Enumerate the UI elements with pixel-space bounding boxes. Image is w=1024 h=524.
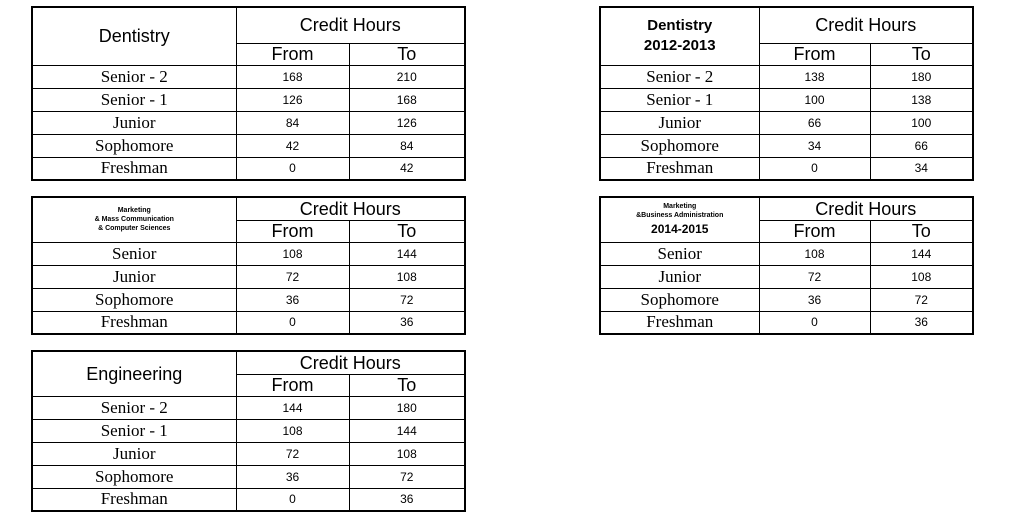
table-row [32, 396, 465, 419]
table-title [32, 197, 236, 242]
table-row [32, 111, 465, 134]
table-row [600, 88, 973, 111]
level-cell: Senior - 2 [32, 65, 236, 88]
title-line: 2012-2013 [643, 37, 716, 55]
from-cell: 100 [759, 88, 870, 111]
level-cell: Senior [32, 242, 236, 265]
from-header: From [236, 43, 349, 65]
table-row [32, 242, 465, 265]
from-cell: 36 [759, 288, 870, 311]
title-line: Marketing [663, 203, 697, 211]
to-cell: 72 [870, 288, 973, 311]
to-cell: 72 [349, 465, 465, 488]
marketing-business-administration-table [599, 196, 974, 335]
title-line: Marketing [117, 207, 151, 215]
level-cell: Senior - 1 [32, 419, 236, 442]
to-cell: 100 [870, 111, 973, 134]
table-row [600, 65, 973, 88]
dentistry-2012-2013-table [599, 6, 974, 181]
from-cell: 138 [759, 65, 870, 88]
level-cell: Freshman [600, 157, 759, 180]
level-cell: Freshman [32, 488, 236, 511]
title-line: &Business Administration [636, 212, 724, 220]
marketing-mass-communication-table [31, 196, 466, 335]
from-cell: 0 [236, 488, 349, 511]
to-header: To [870, 220, 973, 242]
table-row [600, 265, 973, 288]
title-line: & Mass Communication [94, 216, 174, 224]
from-cell: 108 [236, 242, 349, 265]
from-cell: 66 [759, 111, 870, 134]
credit-hours-header: Credit Hours [759, 197, 973, 220]
dentistry-table [31, 6, 466, 181]
level-cell: Junior [600, 111, 759, 134]
from-cell: 0 [759, 311, 870, 334]
table-row [600, 157, 973, 180]
from-header: From [759, 220, 870, 242]
to-cell: 72 [349, 288, 465, 311]
table-row [32, 65, 465, 88]
table-row [32, 265, 465, 288]
level-cell: Freshman [32, 311, 236, 334]
engineering-table [31, 350, 466, 512]
to-cell: 42 [349, 157, 465, 180]
table-row [32, 488, 465, 511]
from-cell: 168 [236, 65, 349, 88]
to-cell: 138 [870, 88, 973, 111]
to-header: To [349, 43, 465, 65]
level-cell: Junior [32, 442, 236, 465]
level-cell: Sophomore [32, 288, 236, 311]
to-cell: 36 [349, 311, 465, 334]
table-title [32, 351, 236, 396]
from-cell: 0 [236, 311, 349, 334]
to-cell: 108 [870, 265, 973, 288]
level-cell: Sophomore [32, 134, 236, 157]
credit-hours-header: Credit Hours [236, 197, 465, 220]
table-row [32, 88, 465, 111]
table-row [32, 134, 465, 157]
to-cell: 126 [349, 111, 465, 134]
title-line: 2014-2015 [651, 222, 709, 237]
to-cell: 36 [349, 488, 465, 511]
from-cell: 126 [236, 88, 349, 111]
to-cell: 108 [349, 265, 465, 288]
table-title [32, 7, 236, 65]
from-cell: 36 [236, 288, 349, 311]
table-row [600, 242, 973, 265]
to-cell: 144 [349, 419, 465, 442]
from-header: From [236, 220, 349, 242]
to-header: To [349, 220, 465, 242]
level-cell: Freshman [32, 157, 236, 180]
table-row [600, 111, 973, 134]
to-header: To [349, 374, 465, 396]
level-cell: Sophomore [32, 465, 236, 488]
to-cell: 36 [870, 311, 973, 334]
level-cell: Senior - 1 [600, 88, 759, 111]
title-line: Engineering [86, 363, 183, 384]
from-header: From [236, 374, 349, 396]
from-cell: 72 [236, 265, 349, 288]
table-row [32, 157, 465, 180]
from-cell: 144 [236, 396, 349, 419]
title-line: Dentistry [647, 17, 713, 35]
to-cell: 108 [349, 442, 465, 465]
table-row [32, 311, 465, 334]
from-cell: 36 [236, 465, 349, 488]
table-row [600, 311, 973, 334]
to-cell: 180 [870, 65, 973, 88]
from-cell: 0 [759, 157, 870, 180]
level-cell: Senior - 2 [600, 65, 759, 88]
to-cell: 168 [349, 88, 465, 111]
title-line: Dentistry [98, 26, 170, 47]
table-row [32, 419, 465, 442]
table-title [600, 197, 759, 242]
table-title [600, 7, 759, 65]
from-cell: 108 [759, 242, 870, 265]
credit-hours-header: Credit Hours [236, 351, 465, 374]
to-cell: 144 [349, 242, 465, 265]
from-cell: 34 [759, 134, 870, 157]
level-cell: Sophomore [600, 288, 759, 311]
from-cell: 72 [759, 265, 870, 288]
table-row [32, 288, 465, 311]
table-row [600, 288, 973, 311]
to-cell: 66 [870, 134, 973, 157]
from-cell: 84 [236, 111, 349, 134]
level-cell: Senior [600, 242, 759, 265]
table-row [600, 134, 973, 157]
to-cell: 84 [349, 134, 465, 157]
from-cell: 72 [236, 442, 349, 465]
credit-hours-header: Credit Hours [236, 7, 465, 43]
from-cell: 0 [236, 157, 349, 180]
to-cell: 34 [870, 157, 973, 180]
to-cell: 210 [349, 65, 465, 88]
level-cell: Junior [32, 265, 236, 288]
to-cell: 144 [870, 242, 973, 265]
table-row [32, 442, 465, 465]
to-header: To [870, 43, 973, 65]
level-cell: Junior [600, 265, 759, 288]
table-row [32, 465, 465, 488]
level-cell: Sophomore [600, 134, 759, 157]
from-cell: 108 [236, 419, 349, 442]
level-cell: Senior - 1 [32, 88, 236, 111]
from-cell: 42 [236, 134, 349, 157]
level-cell: Senior - 2 [32, 396, 236, 419]
level-cell: Junior [32, 111, 236, 134]
title-line: & Computer Sciences [98, 225, 171, 233]
level-cell: Freshman [600, 311, 759, 334]
credit-hours-header: Credit Hours [759, 7, 973, 43]
to-cell: 180 [349, 396, 465, 419]
from-header: From [759, 43, 870, 65]
